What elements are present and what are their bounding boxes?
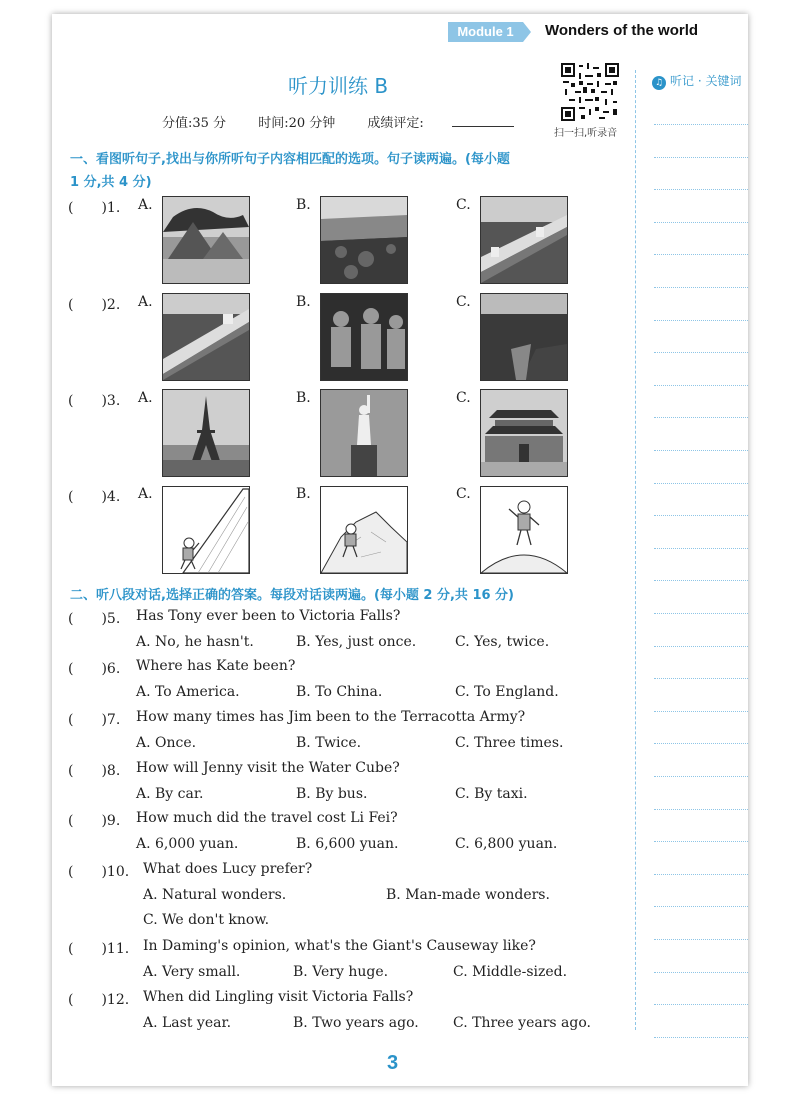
section-1-line1: 一、看图听句子,找出与你所听句子内容相匹配的选项。句子读两遍。(每小题 bbox=[70, 152, 510, 167]
notes-header bbox=[652, 72, 741, 90]
option-c[interactable]: C. Middle-sized. bbox=[453, 964, 568, 980]
question-number[interactable]: ( )7. bbox=[68, 712, 121, 728]
option-label: A. bbox=[138, 294, 153, 310]
grade-blank[interactable] bbox=[452, 126, 514, 127]
option-b[interactable]: B. Man-made wonders. bbox=[386, 887, 550, 903]
terracotta-army-image[interactable] bbox=[320, 293, 408, 381]
note-line[interactable] bbox=[654, 809, 748, 810]
question-number[interactable]: ( )8. bbox=[68, 763, 121, 779]
score-value: 分值:35 分 bbox=[162, 116, 227, 131]
page-title: 听力训练 B bbox=[288, 74, 389, 98]
option-label: C. bbox=[456, 486, 471, 502]
note-line[interactable] bbox=[654, 939, 748, 940]
page-number: 3 bbox=[387, 1052, 399, 1074]
question-text: How will Jenny visit the Water Cube? bbox=[136, 760, 400, 776]
question-text: How much did the travel cost Li Fei? bbox=[136, 810, 398, 826]
note-line[interactable] bbox=[654, 515, 748, 516]
option-b[interactable]: B. Very huge. bbox=[293, 964, 389, 980]
note-line[interactable] bbox=[654, 385, 748, 386]
boy-climbing-steep-image[interactable] bbox=[162, 486, 250, 574]
grade-label: 成绩评定: bbox=[367, 116, 424, 131]
section-1-line2: 1 分,共 4 分) bbox=[70, 175, 152, 190]
option-b[interactable]: B. To China. bbox=[296, 684, 383, 700]
question-text: In Daming's opinion, what's the Giant's Causeway like? bbox=[143, 938, 536, 954]
note-line[interactable] bbox=[654, 157, 748, 158]
option-label: B. bbox=[296, 486, 311, 502]
qr-caption: 扫一扫,听录音 bbox=[554, 128, 618, 139]
note-line[interactable] bbox=[654, 646, 748, 647]
option-a[interactable]: A. Once. bbox=[136, 735, 197, 751]
note-line[interactable] bbox=[654, 254, 748, 255]
option-label: B. bbox=[296, 294, 311, 310]
option-c[interactable]: C. Three times. bbox=[455, 735, 564, 751]
eiffel-tower-image[interactable] bbox=[162, 389, 250, 477]
time-value: 时间:20 分钟 bbox=[258, 116, 336, 131]
question-number[interactable]: ( )10. bbox=[68, 864, 130, 880]
headphones-icon: ♫ bbox=[652, 76, 666, 90]
option-c[interactable]: C. To England. bbox=[455, 684, 559, 700]
option-c[interactable]: C. We don't know. bbox=[143, 912, 270, 928]
question-text: Where has Kate been? bbox=[136, 658, 296, 674]
question-number[interactable]: ( )5. bbox=[68, 611, 121, 627]
note-line[interactable] bbox=[654, 1004, 748, 1005]
option-a[interactable]: A. No, he hasn't. bbox=[136, 634, 254, 650]
section-1-heading bbox=[70, 148, 510, 190]
question-text: What does Lucy prefer? bbox=[143, 861, 313, 877]
rocky-coast-image[interactable] bbox=[320, 196, 408, 284]
option-c[interactable]: C. Three years ago. bbox=[453, 1015, 591, 1031]
question-number[interactable]: ( )12. bbox=[68, 992, 130, 1008]
note-line[interactable] bbox=[654, 711, 748, 712]
question-text: Has Tony ever been to Victoria Falls? bbox=[136, 608, 401, 624]
option-a[interactable]: A. 6,000 yuan. bbox=[136, 836, 239, 852]
note-line[interactable] bbox=[654, 776, 748, 777]
note-line[interactable] bbox=[654, 417, 748, 418]
question-number[interactable]: ( )1. bbox=[68, 200, 121, 216]
question-text: How many times has Jim been to the Terracotta Army? bbox=[136, 709, 526, 725]
note-line[interactable] bbox=[654, 450, 748, 451]
statue-of-liberty-image[interactable] bbox=[320, 389, 408, 477]
option-a[interactable]: A. Natural wonders. bbox=[143, 887, 287, 903]
question-number[interactable]: ( )9. bbox=[68, 813, 121, 829]
note-line[interactable] bbox=[654, 972, 748, 973]
question-text: When did Lingling visit Victoria Falls? bbox=[143, 989, 414, 1005]
question-number[interactable]: ( )11. bbox=[68, 941, 130, 957]
option-a[interactable]: A. Very small. bbox=[143, 964, 241, 980]
note-line[interactable] bbox=[654, 841, 748, 842]
note-line[interactable] bbox=[654, 548, 748, 549]
option-label: C. bbox=[456, 197, 471, 213]
option-b[interactable]: B. Twice. bbox=[296, 735, 362, 751]
note-line[interactable] bbox=[654, 906, 748, 907]
option-label: A. bbox=[138, 390, 153, 406]
option-label: B. bbox=[296, 390, 311, 406]
tiananmen-image[interactable] bbox=[480, 389, 568, 477]
notes-title: 听记 · 关键词 bbox=[670, 74, 742, 88]
option-b[interactable]: B. Yes, just once. bbox=[296, 634, 417, 650]
note-line[interactable] bbox=[654, 874, 748, 875]
boy-on-top-image[interactable] bbox=[480, 486, 568, 574]
question-number[interactable]: ( )4. bbox=[68, 489, 121, 505]
option-a[interactable]: A. To America. bbox=[136, 684, 240, 700]
option-b[interactable]: B. Two years ago. bbox=[293, 1015, 419, 1031]
option-a[interactable]: A. By car. bbox=[136, 786, 204, 802]
note-line[interactable] bbox=[654, 1037, 748, 1038]
unit-title: Wonders of the world bbox=[545, 22, 699, 39]
notes-divider bbox=[635, 70, 636, 1030]
qr-code-icon[interactable] bbox=[561, 63, 619, 121]
option-label: C. bbox=[456, 294, 471, 310]
note-line[interactable] bbox=[654, 678, 748, 679]
score-info bbox=[162, 112, 542, 131]
note-line[interactable] bbox=[654, 124, 748, 125]
option-c[interactable]: C. By taxi. bbox=[455, 786, 528, 802]
option-b[interactable]: B. 6,600 yuan. bbox=[296, 836, 399, 852]
canyon-image[interactable] bbox=[480, 293, 568, 381]
boy-climbing-rocks-image[interactable] bbox=[320, 486, 408, 574]
note-line[interactable] bbox=[654, 613, 748, 614]
note-line[interactable] bbox=[654, 287, 748, 288]
note-line[interactable] bbox=[654, 580, 748, 581]
note-line[interactable] bbox=[654, 483, 748, 484]
option-a[interactable]: A. Last year. bbox=[143, 1015, 232, 1031]
note-line[interactable] bbox=[654, 222, 748, 223]
great-wall-image[interactable] bbox=[162, 293, 250, 381]
section-2-heading: 二、听八段对话,选择正确的答案。每段对话读两遍。(每小题 2 分,共 16 分) bbox=[70, 588, 514, 603]
pyramids-image[interactable] bbox=[162, 196, 250, 284]
option-b[interactable]: B. By bus. bbox=[296, 786, 368, 802]
option-c[interactable]: C. Yes, twice. bbox=[455, 634, 550, 650]
note-line[interactable] bbox=[654, 743, 748, 744]
note-line[interactable] bbox=[654, 320, 748, 321]
option-label: B. bbox=[296, 197, 311, 213]
option-label: C. bbox=[456, 390, 471, 406]
option-label: A. bbox=[138, 197, 153, 213]
question-number[interactable]: ( )2. bbox=[68, 297, 121, 313]
note-line[interactable] bbox=[654, 189, 748, 190]
question-number[interactable]: ( )6. bbox=[68, 661, 121, 677]
great-wall-image[interactable] bbox=[480, 196, 568, 284]
note-line[interactable] bbox=[654, 352, 748, 353]
question-number[interactable]: ( )3. bbox=[68, 393, 121, 409]
module-tab: Module 1 bbox=[448, 22, 523, 42]
option-label: A. bbox=[138, 486, 153, 502]
option-c[interactable]: C. 6,800 yuan. bbox=[455, 836, 558, 852]
